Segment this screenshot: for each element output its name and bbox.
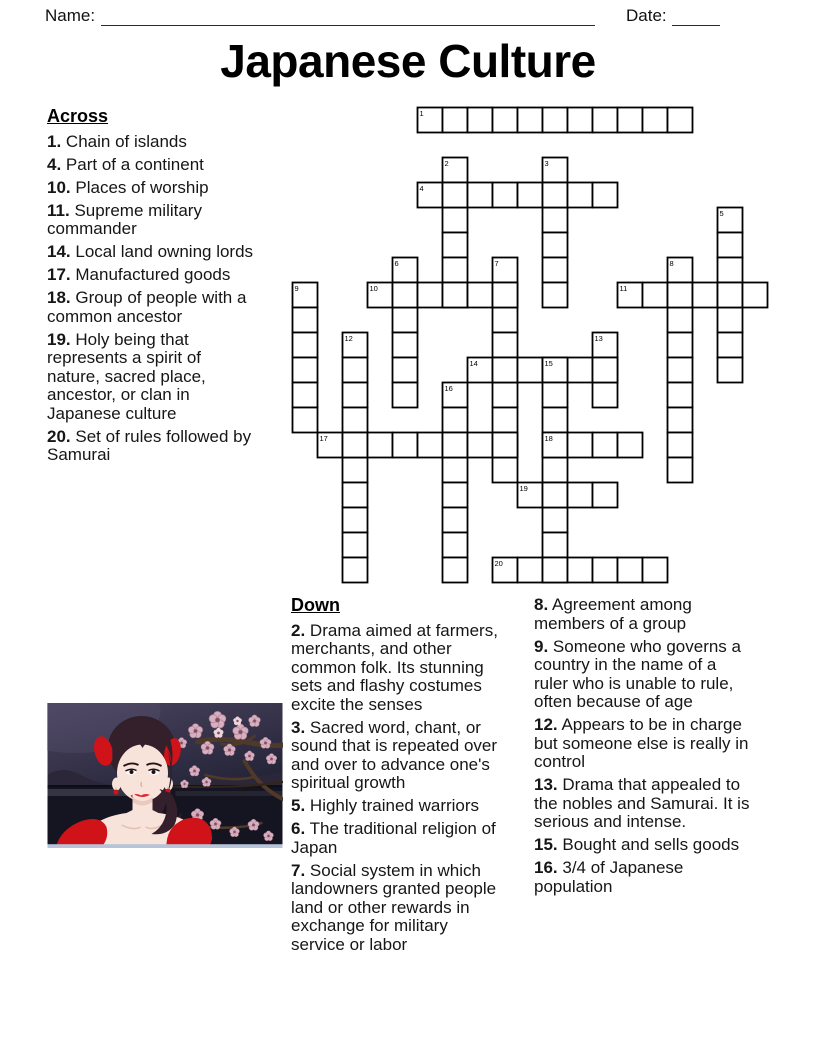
clue-text: Social system in which landowners granted people land or other rewards in exchange for military service or labor bbox=[291, 860, 497, 954]
grid-cell[interactable] bbox=[543, 533, 568, 558]
grid-cell[interactable] bbox=[443, 183, 468, 208]
geisha-eye bbox=[130, 770, 134, 774]
grid-cell-number: 9 bbox=[294, 284, 299, 293]
clue-item bbox=[47, 202, 254, 239]
grid-cell[interactable] bbox=[493, 183, 518, 208]
grid-cell[interactable] bbox=[468, 108, 493, 133]
grid-cell[interactable] bbox=[493, 433, 518, 458]
clue-number: 11. bbox=[47, 200, 70, 220]
clue-number: 20. bbox=[47, 426, 71, 446]
grid-cell[interactable] bbox=[493, 358, 518, 383]
grid-cell[interactable] bbox=[543, 558, 568, 583]
clue-item bbox=[291, 862, 504, 955]
clue-item bbox=[47, 289, 254, 326]
grid-cell[interactable] bbox=[618, 433, 643, 458]
clue-item bbox=[47, 179, 254, 198]
clue-text: Drama that appealed to the nobles and Samurai. It is serious and intense. bbox=[534, 775, 750, 831]
grid-cell[interactable] bbox=[293, 383, 318, 408]
date-label: Date: bbox=[626, 6, 667, 25]
grid-cell[interactable] bbox=[718, 233, 743, 258]
grid-cell[interactable] bbox=[518, 558, 543, 583]
grid-cell[interactable] bbox=[343, 558, 368, 583]
clue-number: 14. bbox=[47, 242, 71, 261]
clue-item bbox=[47, 428, 254, 465]
grid-cell[interactable] bbox=[493, 108, 518, 133]
grid-cell-number: 15 bbox=[544, 359, 553, 368]
grid-cell[interactable] bbox=[343, 383, 368, 408]
grid-cell[interactable] bbox=[668, 408, 693, 433]
geisha-face bbox=[117, 745, 168, 802]
across-section bbox=[47, 107, 254, 469]
clue-item bbox=[534, 836, 752, 855]
grid-cell[interactable] bbox=[443, 108, 468, 133]
grid-cell-number: 2 bbox=[444, 159, 449, 168]
grid-cell[interactable] bbox=[418, 283, 443, 308]
down-section-left bbox=[291, 596, 504, 959]
clue-number: 2. bbox=[291, 620, 306, 640]
grid-cell[interactable] bbox=[418, 433, 443, 458]
grid-cell[interactable] bbox=[443, 483, 468, 508]
across-heading: Across bbox=[47, 106, 109, 126]
clue-item bbox=[47, 156, 254, 175]
grid-cell-number: 17 bbox=[319, 434, 328, 443]
down-heading: Down bbox=[291, 595, 340, 615]
down-clue-list-right bbox=[534, 596, 752, 896]
clue-item bbox=[47, 133, 254, 152]
clue-number: 10. bbox=[47, 177, 71, 197]
grid-cell[interactable] bbox=[593, 383, 618, 408]
grid-cell[interactable] bbox=[618, 558, 643, 583]
grid-cell[interactable] bbox=[343, 408, 368, 433]
grid-cell[interactable] bbox=[343, 508, 368, 533]
grid-cell[interactable] bbox=[718, 308, 743, 333]
grid-cell-number: 5 bbox=[719, 209, 724, 218]
grid-cell[interactable] bbox=[493, 383, 518, 408]
grid-cell[interactable] bbox=[593, 183, 618, 208]
grid-cell[interactable] bbox=[543, 408, 568, 433]
clue-number: 9. bbox=[534, 636, 549, 656]
grid-cell[interactable] bbox=[568, 358, 593, 383]
grid-cell[interactable] bbox=[443, 258, 468, 283]
down-clue-list-left bbox=[291, 622, 504, 955]
clue-text: The traditional religion of Japan bbox=[291, 819, 496, 857]
grid-cell-number: 8 bbox=[669, 259, 674, 268]
clue-number: 16. bbox=[534, 858, 558, 877]
grid-cell[interactable] bbox=[493, 458, 518, 483]
grid-cell[interactable] bbox=[493, 408, 518, 433]
clue-number: 12. bbox=[534, 715, 558, 734]
grid-cell[interactable] bbox=[718, 333, 743, 358]
grid-cell-number: 20 bbox=[494, 559, 503, 568]
clue-text: Part of a continent bbox=[65, 154, 204, 174]
clue-number: 3. bbox=[291, 717, 306, 737]
grid-cell[interactable] bbox=[443, 458, 468, 483]
clue-item bbox=[534, 596, 752, 633]
grid-cell[interactable] bbox=[568, 108, 593, 133]
grid-cell[interactable] bbox=[368, 433, 393, 458]
grid-cell[interactable] bbox=[343, 433, 368, 458]
grid-cell[interactable] bbox=[718, 358, 743, 383]
grid-cell[interactable] bbox=[668, 283, 693, 308]
clue-number: 4. bbox=[47, 154, 62, 174]
clue-item bbox=[47, 331, 254, 424]
grid-cell[interactable] bbox=[643, 108, 668, 133]
grid-cell[interactable] bbox=[443, 283, 468, 308]
grid-cell[interactable] bbox=[543, 258, 568, 283]
grid-cell-number: 12 bbox=[344, 334, 353, 343]
grid-cell[interactable] bbox=[443, 433, 468, 458]
clue-number: 8. bbox=[534, 595, 549, 614]
clue-text: Local land owning lords bbox=[75, 242, 254, 261]
grid-cell[interactable] bbox=[668, 308, 693, 333]
clue-text: Group of people with a common ancestor bbox=[47, 288, 247, 326]
geisha-eye bbox=[152, 770, 156, 774]
grid-cell[interactable] bbox=[493, 333, 518, 358]
grid-cell[interactable] bbox=[593, 433, 618, 458]
grid-cell[interactable] bbox=[543, 108, 568, 133]
grid-cell[interactable] bbox=[643, 283, 668, 308]
grid-cell[interactable] bbox=[668, 358, 693, 383]
grid-cell[interactable] bbox=[718, 283, 743, 308]
grid-cell[interactable] bbox=[543, 208, 568, 233]
grid-cell-number: 10 bbox=[369, 284, 378, 293]
clue-item bbox=[534, 638, 752, 712]
grid-cell-number: 13 bbox=[594, 334, 603, 343]
clue-text: Highly trained warriors bbox=[309, 796, 480, 815]
clue-item bbox=[291, 719, 504, 793]
clue-number: 17. bbox=[47, 265, 71, 284]
grid-cell[interactable] bbox=[518, 183, 543, 208]
across-clue-list bbox=[47, 133, 254, 465]
grid-cell[interactable] bbox=[493, 283, 518, 308]
grid-cell[interactable] bbox=[568, 183, 593, 208]
clue-number: 13. bbox=[534, 775, 558, 794]
grid-cell[interactable] bbox=[518, 358, 543, 383]
grid-cell-number: 16 bbox=[444, 384, 453, 393]
grid-cell[interactable] bbox=[493, 308, 518, 333]
grid-cell[interactable] bbox=[443, 558, 468, 583]
grid-cell[interactable] bbox=[693, 283, 718, 308]
clue-item bbox=[534, 776, 752, 832]
clue-number: 5. bbox=[291, 796, 306, 815]
grid-cell[interactable] bbox=[543, 233, 568, 258]
worksheet-title: Japanese Culture bbox=[220, 35, 596, 87]
grid-cell[interactable] bbox=[543, 383, 568, 408]
grid-cell-number: 4 bbox=[419, 184, 424, 193]
grid-cell[interactable] bbox=[568, 483, 593, 508]
clue-text: Supreme military commander bbox=[47, 200, 202, 238]
grid-cell[interactable] bbox=[543, 283, 568, 308]
clue-text: Holy being that represents a spirit of nature, sacred place, ancestor, or clan in Japanese culture bbox=[47, 329, 206, 423]
clue-text: 3/4 of Japanese population bbox=[534, 858, 684, 896]
geisha-illustration bbox=[47, 703, 283, 848]
grid-cell[interactable] bbox=[343, 358, 368, 383]
grid-cell[interactable] bbox=[593, 558, 618, 583]
grid-cell[interactable] bbox=[343, 458, 368, 483]
clue-number: 1. bbox=[47, 131, 62, 151]
grid-cell[interactable] bbox=[543, 483, 568, 508]
grid-cell[interactable] bbox=[443, 233, 468, 258]
clue-number: 15. bbox=[534, 835, 558, 854]
grid-cell[interactable] bbox=[568, 433, 593, 458]
grid-cell[interactable] bbox=[393, 333, 418, 358]
grid-cell[interactable] bbox=[543, 508, 568, 533]
clue-item bbox=[47, 266, 254, 285]
grid-cell[interactable] bbox=[568, 558, 593, 583]
grid-cell[interactable] bbox=[393, 308, 418, 333]
grid-cell[interactable] bbox=[743, 283, 768, 308]
grid-cell[interactable] bbox=[468, 283, 493, 308]
grid-cell[interactable] bbox=[668, 383, 693, 408]
down-section-right bbox=[534, 596, 752, 901]
clue-item bbox=[291, 622, 504, 715]
grid-cell[interactable] bbox=[618, 108, 643, 133]
grid-cell[interactable] bbox=[443, 208, 468, 233]
grid-cell[interactable] bbox=[393, 283, 418, 308]
crossword-grid-svg bbox=[291, 106, 770, 585]
clue-number: 6. bbox=[291, 819, 306, 838]
grid-cell[interactable] bbox=[443, 533, 468, 558]
grid-cell[interactable] bbox=[668, 458, 693, 483]
crossword-grid[interactable] bbox=[291, 106, 770, 585]
name-label: Name: bbox=[45, 6, 96, 25]
grid-cell-number: 18 bbox=[544, 434, 553, 443]
clue-item bbox=[534, 716, 752, 772]
grid-cell[interactable] bbox=[443, 408, 468, 433]
grid-cell[interactable] bbox=[443, 508, 468, 533]
grid-cell-number: 6 bbox=[394, 259, 399, 268]
grid-cell[interactable] bbox=[668, 433, 693, 458]
grid-cell[interactable] bbox=[343, 483, 368, 508]
name-blank-line[interactable] bbox=[101, 9, 595, 26]
grid-cell[interactable] bbox=[543, 183, 568, 208]
grid-cell[interactable] bbox=[293, 333, 318, 358]
grid-cell[interactable] bbox=[293, 408, 318, 433]
grid-cell[interactable] bbox=[468, 433, 493, 458]
clue-number: 18. bbox=[47, 288, 71, 307]
clue-item bbox=[47, 243, 254, 262]
grid-cell[interactable] bbox=[468, 183, 493, 208]
grid-cell[interactable] bbox=[668, 333, 693, 358]
grid-cell[interactable] bbox=[518, 108, 543, 133]
clue-text: Manufactured goods bbox=[75, 265, 231, 284]
clue-text: Sacred word, chant, or sound that is repeated over and over to advance one's spiritual growth bbox=[291, 717, 498, 792]
grid-cell-number: 3 bbox=[544, 159, 549, 168]
clue-text: Appears to be in charge but someone else is really in control bbox=[534, 715, 749, 771]
grid-cell-number: 11 bbox=[619, 284, 628, 293]
grid-cell-number: 1 bbox=[419, 109, 424, 118]
clue-item bbox=[291, 797, 504, 816]
grid-cell[interactable] bbox=[393, 433, 418, 458]
grid-cell[interactable] bbox=[393, 383, 418, 408]
clue-text: Set of rules followed by Samurai bbox=[47, 426, 252, 464]
grid-cell[interactable] bbox=[593, 483, 618, 508]
clue-number: 7. bbox=[291, 860, 306, 880]
clue-text: Places of worship bbox=[75, 177, 209, 197]
grid-cell[interactable] bbox=[393, 358, 418, 383]
grid-cell[interactable] bbox=[668, 108, 693, 133]
earring bbox=[113, 789, 118, 794]
grid-cell[interactable] bbox=[718, 258, 743, 283]
water-reflection bbox=[176, 791, 283, 796]
clue-item bbox=[291, 820, 504, 857]
image-bottom-strip bbox=[48, 844, 283, 848]
grid-cell[interactable] bbox=[593, 358, 618, 383]
clue-item bbox=[534, 859, 752, 896]
grid-cell-number: 19 bbox=[519, 484, 528, 493]
clue-text: Agreement among members of a group bbox=[534, 595, 692, 633]
date-blank-line[interactable] bbox=[672, 9, 720, 26]
grid-cell[interactable] bbox=[293, 308, 318, 333]
grid-cell[interactable] bbox=[293, 358, 318, 383]
grid-cell[interactable] bbox=[593, 108, 618, 133]
grid-cell[interactable] bbox=[343, 533, 368, 558]
grid-cell-number: 14 bbox=[469, 359, 478, 368]
clue-text: Bought and sells goods bbox=[562, 835, 740, 854]
clue-text: Chain of islands bbox=[65, 131, 187, 151]
grid-cell[interactable] bbox=[543, 458, 568, 483]
clue-number: 19. bbox=[47, 329, 71, 349]
grid-cell[interactable] bbox=[643, 558, 668, 583]
grid-cell-number: 7 bbox=[494, 259, 499, 268]
clue-text: Drama aimed at farmers, merchants, and other common folk. Its stunning sets and flashy costumes excite the senses bbox=[291, 620, 498, 714]
clue-text: Someone who governs a country in the name of a ruler who is unable to rule, often because of age bbox=[534, 636, 741, 711]
